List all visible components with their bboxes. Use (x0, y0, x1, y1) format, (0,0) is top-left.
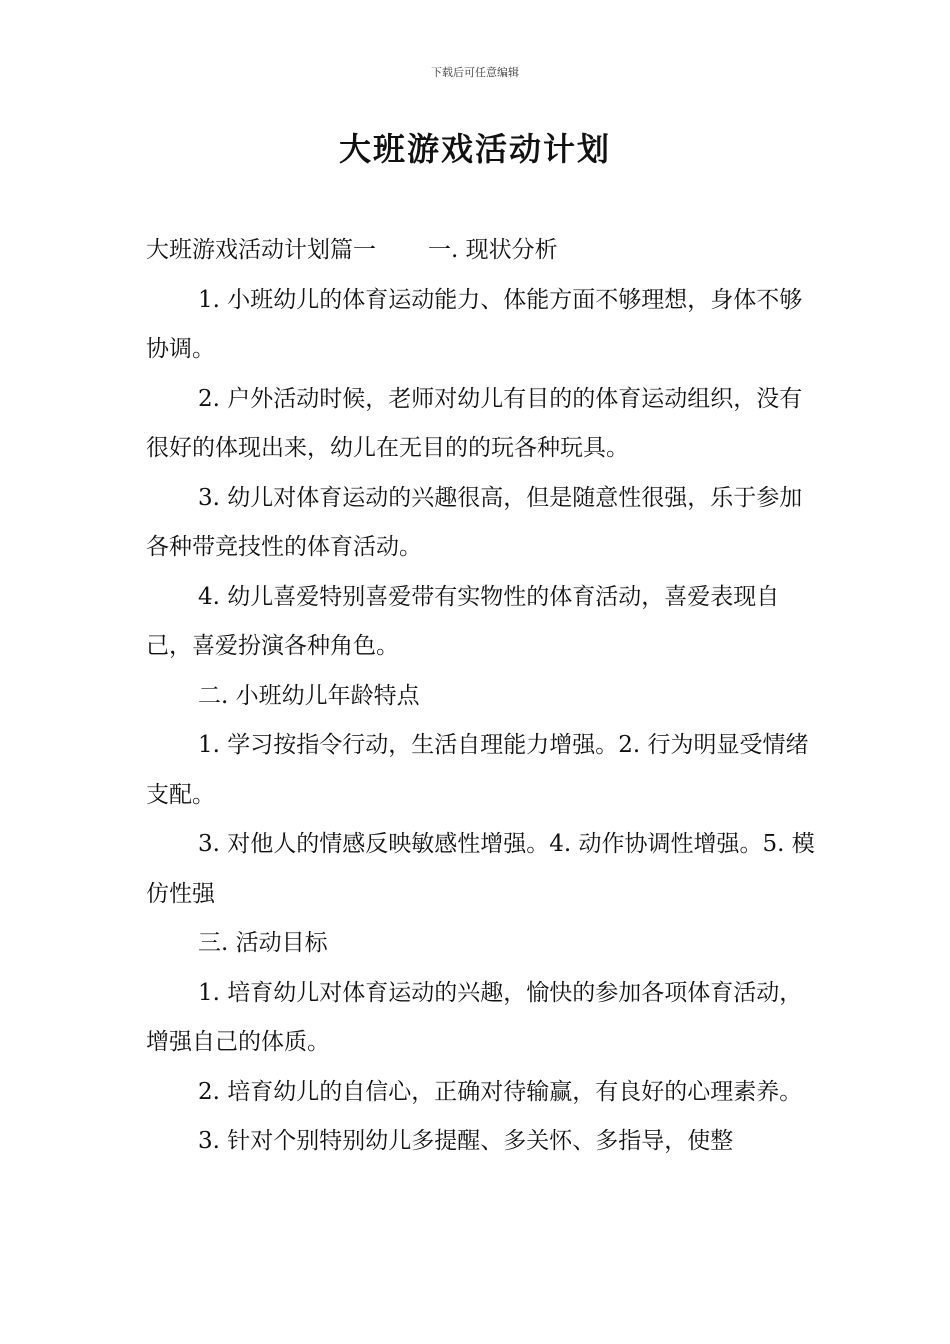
section-heading-3: 三. 活动目标 (198, 930, 328, 956)
paragraph-4: 4. 幼儿喜爱特别喜爱带有实物性的体育活动，喜爱表现自己，喜爱扮演各种角色。 (146, 583, 780, 659)
first-line (146, 226, 816, 276)
document-body (146, 226, 816, 1167)
paragraph-5: 1. 学习按指令行动，生活自理能力增强。2. 行为明显受情绪支配。 (146, 732, 809, 808)
paragraph-7: 1. 培育幼儿对体育运动的兴趣，愉快的参加各项体育活动，增强自己的体质。 (146, 979, 803, 1055)
document-title: 大班游戏活动计划 (338, 130, 611, 168)
section-heading-1: 一. 现状分析 (428, 237, 558, 263)
article-lead: 大班游戏活动计划篇一 (146, 237, 376, 263)
page-header-note: 下载后可任意编辑 (431, 66, 519, 79)
paragraph-8: 2. 培育幼儿的自信心，正确对待输赢，有良好的心理素养。 (198, 1078, 803, 1105)
paragraph-9: 3. 针对个别特别幼儿多提醒、多关怀、多指导，使整 (198, 1128, 734, 1154)
paragraph-3: 3. 幼儿对体育运动的兴趣很高，但是随意性很强，乐于参加各种带竞技性的体育活动。 (146, 484, 803, 560)
paragraph-1: 1. 小班幼儿的体育运动能力、体能方面不够理想，身体不够协调。 (146, 286, 803, 362)
paragraph-6: 3. 对他人的情感反映敏感性增强。4. 动作协调性增强。5. 模仿性强 (146, 831, 815, 907)
section-heading-2: 二. 小班幼儿年龄特点 (198, 682, 420, 709)
paragraph-2: 2. 户外活动时候，老师对幼儿有目的的体育运动组织，没有很好的体现出来，幼儿在无目的的玩各种玩具。 (146, 385, 803, 461)
